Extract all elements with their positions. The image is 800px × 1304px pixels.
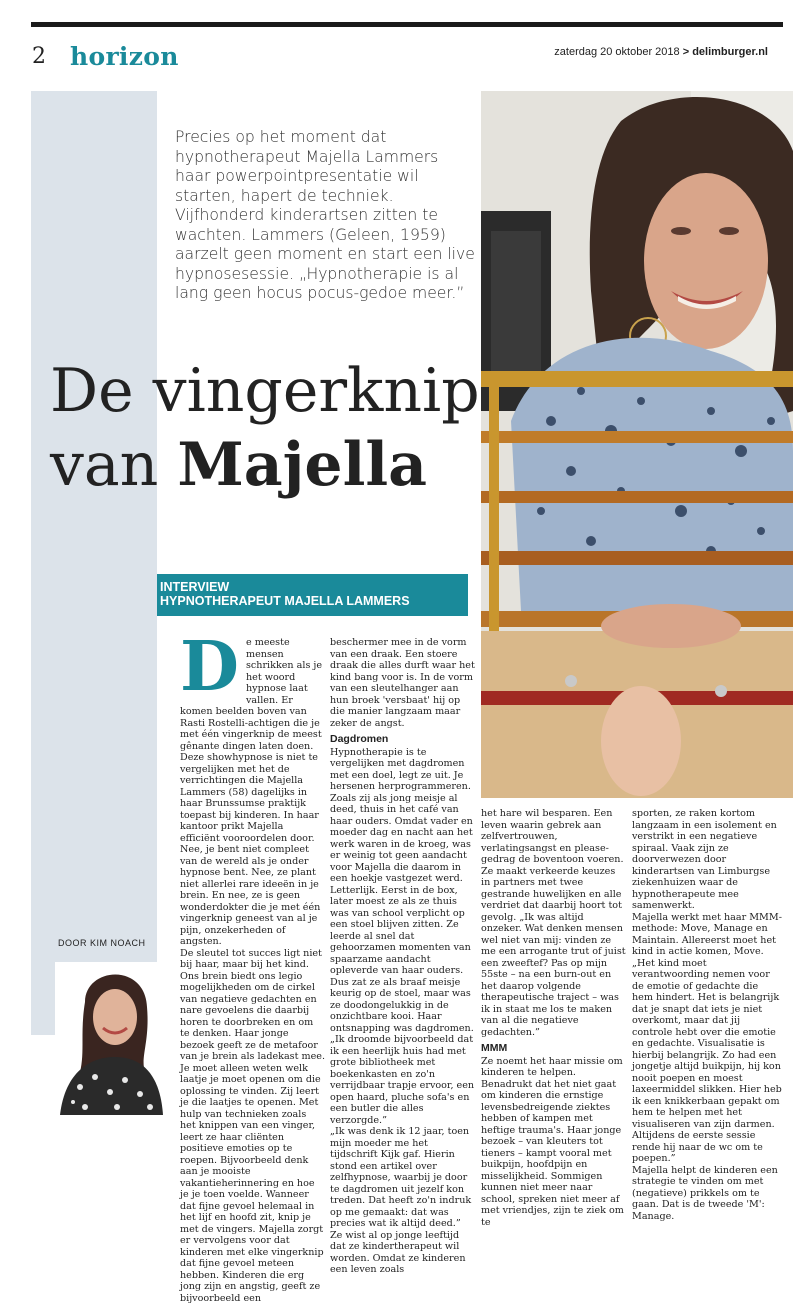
body-paragraph: Ze wist al op jonge leeftijd dat ze kindertherapeut wil worden. Omdat ze kinderen een leven zoals	[330, 1230, 475, 1276]
headline-bold: Majella	[177, 430, 427, 500]
body-paragraph: „Ik was denk ik 12 jaar, toen mijn moeder me het tijdschrift Kijk gaf. Hierin stond een artikel over zelfhypnose, waarbij je door te dagdromen uit jezelf kon treden. Dat heeft zo'n indruk op me gemaakt: dat was precies wat ik altijd deed.”	[330, 1126, 475, 1230]
body-paragraph: Majella helpt de kinderen een strategie te vinden om met (negatieve) prikkels om te gaan. Dat is de tweede 'M': Manage.	[632, 1165, 782, 1223]
body-paragraph: Ze noemt het haar missie om kinderen te helpen. Benadrukt dat het niet gaat om kinderen die ernstige levensbedreigende ziektes hebben of kampen met heftige trauma's. Haar jonge bezoek – van kleuters tot tieners – kampt vooral met buikpijn, hoofdpijn en misselijkheid. Sommigen kunnen niet meer naar school, spreken niet meer af met vriendjes, zijn te ziek om te	[481, 1056, 626, 1229]
body-paragraph: e meeste mensen schrikken als je het woord hypnose laat vallen. Er komen beelden boven van Rasti Rostelli-achtigen die je met één vingerknip de meest gênante dingen laten doen. Deze showhypnose is niet te vergelijken met het de verrichtingen die Majella Lammers (58) dagelijks in haar Brunssumse praktijk toepast bij kinderen. In haar kantoor prikt Majella efficiënt vooroordelen door. Nee, je bent niet compleet van de wereld als je onder hypnose bent. Nee, ze plant niet allerlei rare ideeën in je brein. En nee, ze is geen wonderdokter die je met één vingerknip geneest van al je pijn, onzekerheden of angsten.	[180, 637, 325, 948]
author-photo	[55, 962, 167, 1115]
body-column-2	[330, 637, 475, 1107]
byline: DOOR KIM NOACH	[58, 938, 146, 948]
top-rule	[31, 22, 783, 27]
sidebar-panel	[31, 91, 157, 1035]
body-paragraph: Majella werkt met haar MMM-methode: Move, Manage en Maintain. Allereerst moet het kind in actie komen, Move. „Het kind moet verantwoording nemen voor de emotie of gedachte die hem hindert. Het is belangrijk dat je snapt dat iets je niet overkomt, maar dat jij controle hebt over die emotie en gedachte. Visualisatie is hierbij belangrijk. Zo had een jongetje altijd buikpijn, hij kon nooit poepen en moest laxeermiddel slikken. Hier heb ik een knikkerbaan gepakt om hem te helpen met het visualiseren van zijn darmen. Altijdens de eerste sessie rende hij naar de wc om te poepen.”	[632, 912, 782, 1165]
kicker-line2: HYPNOTHERAPEUT MAJELLA LAMMERS	[160, 594, 468, 608]
body-paragraph: De sleutel tot succes ligt niet bij haar, maar bij het kind. Ons brein biedt ons legio mogelijkheden om de cirkel van negatieve gedachten en nare gevoelens die daarbij horen te doorbreken en om te denken. Haar jonge bezoek geeft ze de metafoor van je brein als ladekast mee. Je moet alleen weten welk laatje je moet openen om die oplossing te vinden. Zij leert je die laatjes te openen. Met hulp van technieken zoals het knippen van een vinger, leert ze haar cliënten positieve emoties op te roepen. Bijvoorbeeld denk aan je mooiste vakantieherinnering en hoe je je toen voelde. Wanneer dat fijne gevoel helemaal in het lijf en hoofd zit, knip je met de vingers. Majella zorgt er vervolgens voor dat kinderen met elke vingerknip dat fijne gevoel meteen hebben. Kinderen die erg jong zijn en angstig, geeft ze bijvoorbeeld een	[180, 948, 325, 1304]
body-column-3	[481, 808, 626, 1108]
kicker-box	[157, 574, 468, 616]
issue-date: zaterdag 20 oktober 2018	[554, 46, 679, 58]
dateline	[554, 46, 768, 58]
headline-line2	[50, 432, 427, 498]
body-paragraph: het hare wil besparen. Een leven waarin gebrek aan zelfvertrouwen, verlatingsangst en please-gedrag de boventoon voeren. Ze maakt verkeerde keuzes in partners met twee gestrande huwelijken en alle verdriet dat daarbij hoort tot gevolg. „Ik was altijd onzeker. Wat denken mensen wel niet van mij: vinden ze me een arrogante trut of juist een zweeftef? Pas op mijn 55ste – na een burn-out en het daarop volgende therapeutische traject – was ik in staat me los te maken van al die negatieve gedachten.”	[481, 808, 626, 1038]
body-column-1	[180, 637, 325, 1107]
dropcap	[180, 637, 240, 697]
intro-text: Precies op het moment dat hypnotherapeut Majella Lammers haar powerpointpresentatie wil starten, hapert de techniek. Vijfhonderd kinderartsen zitten te wachten. Lammers (Geleen, 1959) aarzelt geen moment en start een live hypnosesessie. „Hypnotherapie is al lang geen hocus pocus-gedoe meer.”	[175, 128, 475, 304]
subheading: MMM	[481, 1043, 626, 1055]
dropcap-letter: D	[180, 637, 240, 697]
headline-prefix: van	[50, 430, 177, 500]
site-link[interactable]: > delimburger.nl	[683, 46, 768, 58]
body-paragraph: beschermer mee in de vorm van een draak. Een stoere draak die alles durft waar het kind bang voor is. In de vorm van een sleutelhanger aan hun broek 'versbaat' hij op die manier langzaam maar zeker de angst.	[330, 637, 475, 729]
body-paragraph: sporten, ze raken kortom langzaam in een isolement en verstrikt in een negatieve spiraal. Vaak zijn ze doorverwezen door kinderartsen van Limburgse ziekenhuizen waar de hypnotherapeute mee samenwerkt.	[632, 808, 782, 912]
headline-line1: De vingerknip	[50, 358, 480, 424]
subheading: Dagdromen	[330, 734, 475, 746]
page-number: 2	[32, 44, 46, 69]
body-paragraph: Hypnotherapie is te vergelijken met dagdromen met een doel, legt ze uit. Je hersenen herprogrammeren. Zoals zij als jong meisje al deed, thuis in het café van haar ouders. Omdat vader en moeder dag en nacht aan het werk waren in de kroeg, was er weinig tot geen aandacht voor Majella die daarom in een hoekje vastgezet werd. Letterlijk. Eerst in de box, later moest ze als ze thuis was van school verplicht op een stoel blijven zitten. Ze leerde al snel dat gehoorzamen momenten van spaarzame aandacht opleverde van haar ouders. Dus zat ze als braaf meisje keurig op de stoel, maar was ze doodongelukkig in de onzichtbare kooi. Haar ontsnapping was dagdromen. „Ik droomde bijvoorbeeld dat ik een heerlijk huis had met grote bibliotheek met boekenkasten en zo'n verrijdbaar trapje ervoor, een open haard, pluche sofa's en een butler die alles verzorgde.”	[330, 747, 475, 1127]
kicker-line1: INTERVIEW	[160, 580, 468, 594]
body-column-4	[632, 808, 782, 1118]
main-photo	[481, 91, 793, 798]
section-title: horizon	[70, 42, 179, 71]
